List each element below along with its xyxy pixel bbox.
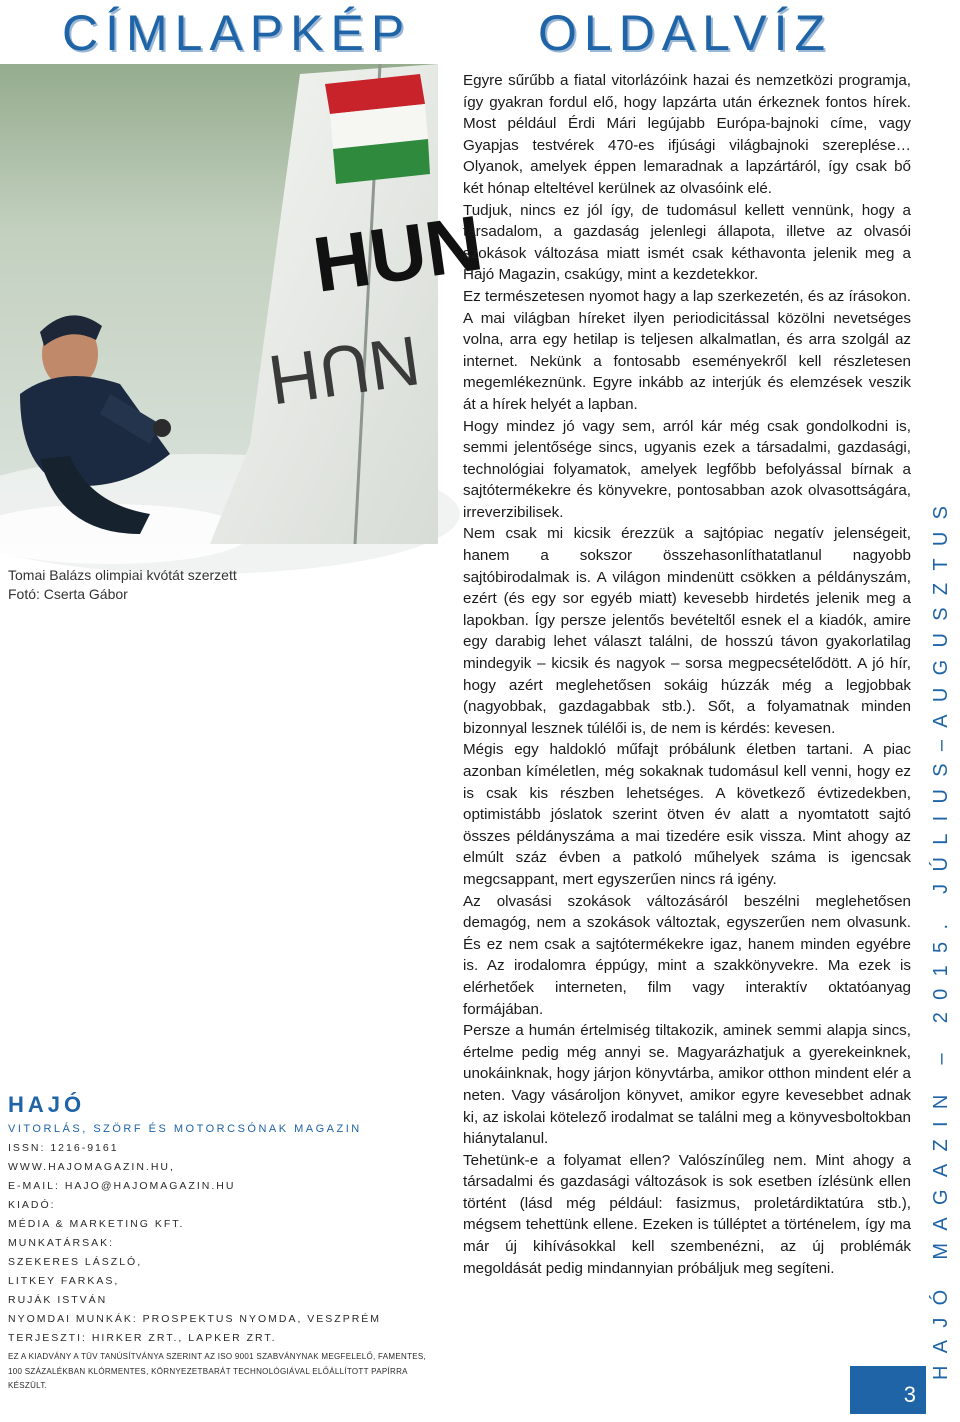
caption-text: Tomai Balázs olimpiai kvótát szerzett: [8, 567, 237, 583]
sail-text-lower: NUH: [263, 321, 425, 420]
editorial-body: [463, 70, 911, 1279]
page-number: 3: [850, 1366, 926, 1414]
sail-text-upper: HUN: [308, 198, 488, 309]
editorial-paragraph: Mégis egy haldokló műfajt próbálunk életben tartani. A piac azonban kíméletlen, még sokaknak tudomásul kell venni, hogy ez is csak kis részben lehetséges. A következő évtizedekben, optimistább jóslatok szerint ötven év alatt a nyomtatott sajtó összes példányszáma a mai tizedére esik vissza. Mint ahogy az elmúlt száz évben a patkoló műhelyek száma is igencsak megcsappant, mert egyszerűen nincs rá igény.: [463, 741, 911, 888]
cover-section-title: CÍMLAPKÉP: [62, 5, 412, 61]
staff-member: RUJÁK ISTVÁN: [8, 1294, 108, 1306]
website-link[interactable]: WWW.HAJOMAGAZIN.HU,: [8, 1161, 175, 1173]
editorial-paragraph: Hogy mindez jó vagy sem, arról kár még csak gondolkodni is, semmi jelentősége sincs, ugyanis ezek a társadalmi, gazdasági, technológiai folyamatok, amelyek legfőbb befolyással bírnak a sajtótermékekre és könyvekre, pontosabban azok olvasottságára, irreverzibilisek.: [463, 417, 911, 521]
issn: ISSN: 1216-9161: [8, 1142, 119, 1154]
editorial-paragraph: Nem csak mi kicsik érezzük a sajtópiac negatív jelenségeit, hanem a sokszor összehasonlíthatatlanul nagyobb sajtóbirodalmak is. A világon mindenütt csökken a példányszám, ezért (és egy sor egyéb miatt) kevesebb hirdetés jelenik meg a lapokban. Így persze jelentős bevételtől esnek el a kiadók, amire egy darabig lehet választ találni, de hosszú távon gyakorlatilag mindegyik – kicsik és nagyok – sorsa megpecsételődött. A jó hír, hogy azért meglehetősen sokáig húzzák még a legjobbak (nagyobbak, gazdagabbak stb.). Sőt, a folyamatnak minden bizonnyal lesznek túlélői is, de nem is kérdés: kevesen.: [463, 525, 911, 737]
staff-label: MUNKATÁRSAK:: [8, 1237, 115, 1249]
photo-caption: [8, 566, 428, 604]
staff-member: SZEKERES LÁSZLÓ,: [8, 1256, 143, 1268]
publisher-label: KIADÓ:: [8, 1199, 56, 1211]
editorial-paragraph: Persze a humán értelmiség tiltakozik, aminek semmi alapja sincs, értelme pedig még annyi se. Magyarázhatjuk a gyerekeinknek, unokáinknak, hogy járjon könyvtárba, amikor otthon mindent elér a neten. Vagy vásároljon könyvet, amikor egyre kevesebbet adnak ki, az iskolai kötelező irodalmat se találni meg a könyvesboltokban hiánytalanul.: [463, 1022, 911, 1148]
caption-credit: Fotó: Cserta Gábor: [8, 586, 128, 602]
side-running-title: HAJÓ MAGAZIN – 2015. JÚLIUS–AUGUSZTUS: [930, 493, 952, 1380]
magazine-name: HAJÓ: [8, 1092, 86, 1117]
editorial-paragraph: Egyre sűrűbb a fiatal vitorlázóink hazai és nemzetközi programja, így gyakran fordul elő, hogy lapzárta után érkeznek fontos hírek. Most például Érdi Mári legújabb Európa-bajnoki címe, vagy Gyapjas testvérek 470-es ifjúsági világbajnoki szereplése… Olyanok, amelyek éppen lemaradnak a lapzártáról, így csak bő két hónap elteltével kerülnek az olvasóink elé.: [463, 72, 911, 197]
printing-info: NYOMDAI MUNKÁK: PROSPEKTUS NYOMDA, VESZPRÉM: [8, 1313, 382, 1325]
certification-note: EZ A KIADVÁNY A TÜV TANÚSÍTVÁNYA SZERINT AZ ISO 9001 SZABVÁNYNAK MEGFELELŐ, FAMENTES, 100 SZÁZALÉKBAN KLÓRMENTES, KÖRNYEZETBARÁT TECHNOLÓGIÁVAL ELŐÁLLÍTOTT PAPÍRRA KÉSZÜLT.: [8, 1352, 427, 1390]
editorial-paragraph: Tudjuk, nincs ez jól így, de tudomásul kellett vennünk, hogy a társadalom, a gazdaság jelenlegi állapota, illetve az olvasói szokások változása miatt ismét csak kéthavonta jelenik meg a Hajó Magazin, csakúgy, mint a kezdetekkor.: [463, 201, 911, 284]
editorial-paragraph: Tehetünk-e a folyamat ellen? Valószínűleg nem. Mint ahogy a társadalmi és gazdasági változások is sok esetben ízlésünk ellen történt (lásd még például: fasizmus, proletárdiktatúra stb.), mégsem tehettünk ellene. Ezeken is túlléptet a történelem, így ma már új kihívásokkal kell szembenézni, az új problémák megoldását pedig mindannyian próbáljuk meg segíteni.: [463, 1151, 911, 1277]
distribution-info: TERJESZTI: HIRKER ZRT., LAPKER ZRT.: [8, 1332, 277, 1344]
email-link[interactable]: E-MAIL: HAJO@HAJOMAGAZIN.HU: [8, 1180, 236, 1192]
staff-member: LITKEY FARKAS,: [8, 1275, 120, 1287]
editorial-paragraph: Ez természetesen nyomot hagy a lap szerkezetén, és az írásokon. A mai világban híreket ilyen periodicitással közölni nevetséges volna, arra egy hetilap is teljesen alkalmatlan, és arra szolgál az internet. Nekünk a fontosabb eseményekről kell részletesen megemlékeznünk. Egyre inkább az interjúk és elemzések veszik át a hírek helyét a lapban.: [463, 287, 911, 413]
publisher-name: MÉDIA & MARKETING KFT.: [8, 1218, 185, 1230]
editorial-paragraph: Az olvasási szokások változásáról beszélni meglehetősen demagóg, nem a szokások változtak, egyszerűen nem olvasunk. És ez nem csak a sajtótermékekre igaz, hanem minden egyébre is. Az irodalomra éppúgy, mint a szakkönyvekre. Ma ezek is elérhetőek interneten, film vagy interaktív oktatóanyag formájában.: [463, 892, 911, 1018]
cover-photo: [0, 64, 488, 544]
magazine-subtitle: VITORLÁS, SZÖRF ÉS MOTORCSÓNAK MAGAZIN: [8, 1123, 362, 1135]
editorial-section-title: OLDALVÍZ: [538, 5, 833, 61]
masthead: [8, 1092, 438, 1394]
